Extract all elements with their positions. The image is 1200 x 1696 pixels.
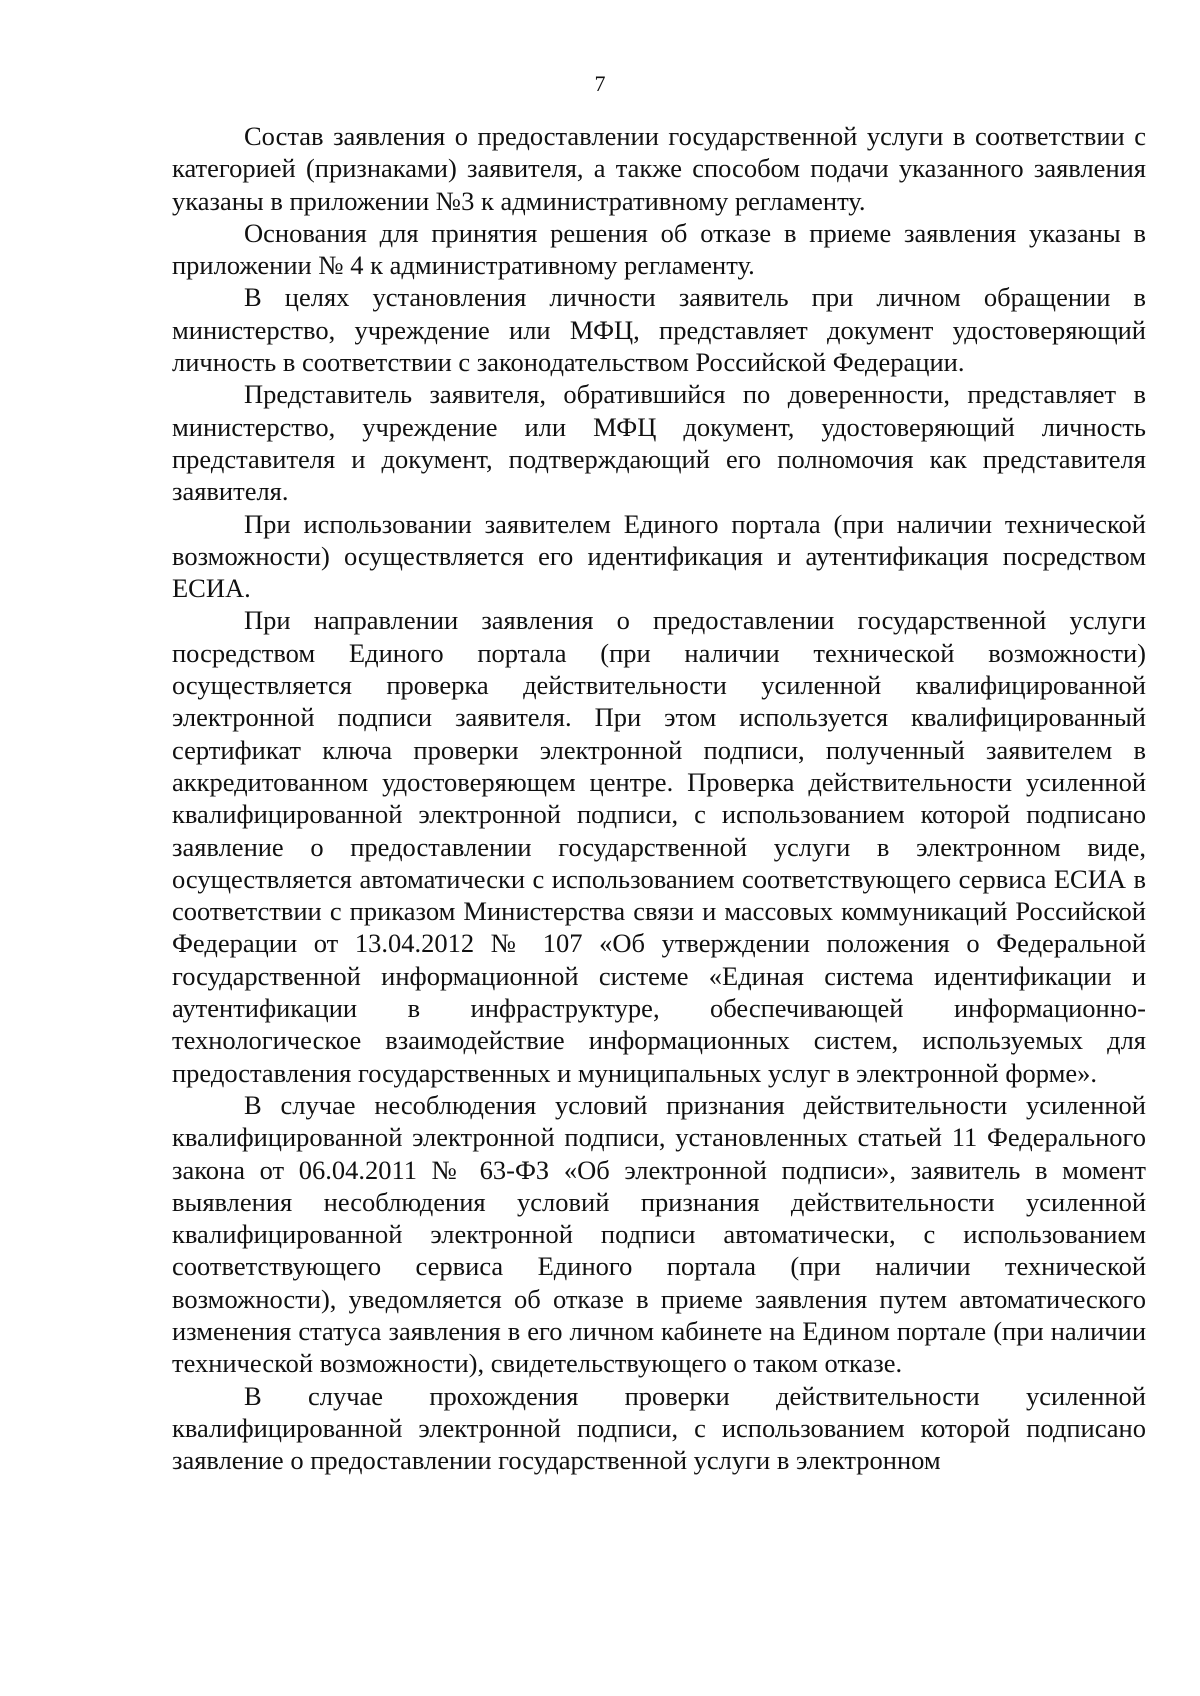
paragraph-signature-check: При направлении заявления о предоставлении государственной услуги посредством Единого портала (при наличии технической возможности) осуществляется проверка действительности усиленной квалифицированной электронной подписи заявителя. При этом используется квалифицированный сертификат ключа проверки электронной подписи, полученный заявителем в аккредитованном удостоверяющем центре. Проверка действительности усиленной квалифицированной электронной подписи, с использованием которой подписано заявление о предоставлении государственной услуги в электронном виде, осуществляется автоматически с использованием соответствующего сервиса ЕСИА в соответствии с приказом Министерства связи и массовых коммуникаций Российской Федерации от 13.04.2012 № 107 «Об утверждении положения о Федеральной государственной информационной системе «Единая система идентификации и аутентификации в инфраструктуре, обеспечивающей информационно-технологическое взаимодействие информационных систем, используемых для предоставления государственных и муниципальных услуг в электронной форме». <box>172 605 1146 1088</box>
paragraph-identity-verification: В целях установления личности заявитель при личном обращении в министерство, учреждение или МФЦ, представляет документ удостоверяющий личность в соответствии с законодательством Российской Федерации. <box>172 282 1146 378</box>
paragraph-representative: Представитель заявителя, обратившийся по доверенности, представляет в министерство, учреждение или МФЦ документ, удостоверяющий личность представителя и документ, подтверждающий его полномочия как представителя заявителя. <box>172 379 1146 507</box>
paragraph-application-composition: Состав заявления о предоставлении государственной услуги в соответствии с категорией (признаками) заявителя, а также способом подачи указанного заявления указаны в приложении №3 к административному регламенту. <box>172 121 1146 216</box>
paragraph-signature-success: В случае прохождения проверки действительности усиленной квалифицированной электронной подписи, с использованием которой подписано заявление о предоставлении государственной услуги в электронном <box>172 1380 1146 1476</box>
paragraph-portal-identification: При использовании заявителем Единого портала (при наличии технической возможности) осуществляется его идентификация и аутентификация посредством ЕСИА. <box>172 508 1146 604</box>
paragraph-signature-failure: В случае несоблюдения условий признания действительности усиленной квалифицированной электронной подписи, установленных статьей 11 Федерального закона от 06.04.2011 № 63-ФЗ «Об электронной подписи», заявитель в момент выявления несоблюдения условий признания действительности усиленной квалифицированной электронной подписи автоматически, с использованием соответствующего сервиса Единого портала (при наличии технической возможности), уведомляется об отказе в приеме заявления путем автоматического изменения статуса заявления в его личном кабинете на Едином портале (при наличии технической возможности), свидетельствующего о таком отказе. <box>172 1089 1146 1379</box>
paragraph-refusal-grounds: Основания для принятия решения об отказе в приеме заявления указаны в приложении № 4 к административному регламенту. <box>172 217 1146 281</box>
page-number: 7 <box>594 71 606 96</box>
document-body <box>172 120 1146 1476</box>
